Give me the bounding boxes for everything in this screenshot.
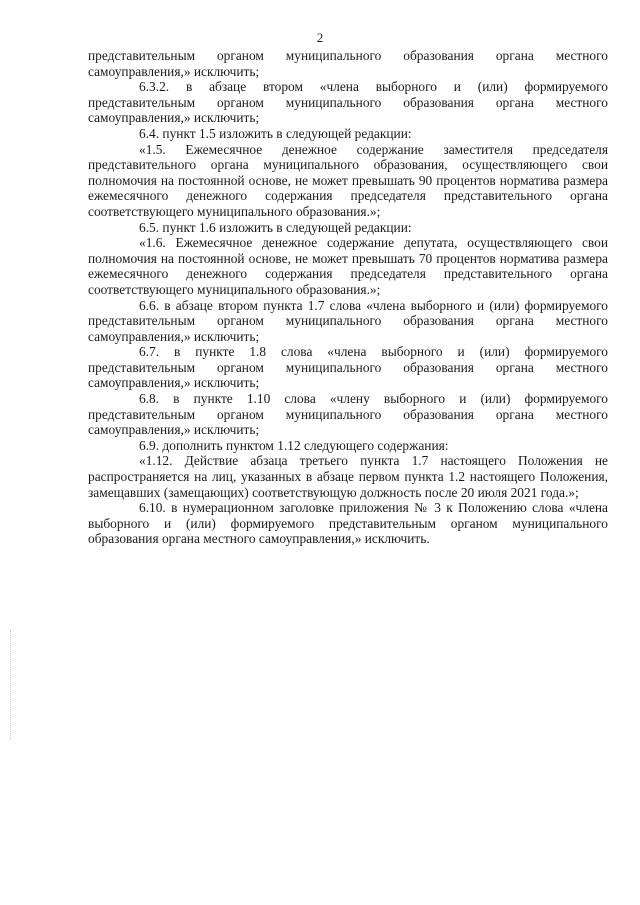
paragraph-6-6: 6.6. в абзаце втором пункта 1.7 слова «члена выборного и (или) формируемого представительным органом муниципального образования органа местного самоуправления,» исключить; [88,297,608,344]
paragraph-6-5: 6.5. пункт 1.6 изложить в следующей редакции: [139,219,412,235]
document-body [88,48,608,547]
paragraph-1-5-text: «1.5. Ежемесячное денежное содержание заместителя председателя представительного органа муниципального образования, осуществляющего свои полномочия на постоянной основе, не может превышать 90 процентов норматива размера ежемесячного денежного содержания председателя представительного органа соответствующего муниципального образования.»; [88,141,608,219]
paragraph-6-3-2: 6.3.2. в абзаце втором «члена выборного и (или) формируемого представительным органом муниципального образования органа местного самоуправления,» исключить; [88,79,608,126]
paragraph-continuation: представительным органом муниципального образования органа местного самоуправления,» исключить; [88,48,608,79]
paragraph-1-6-text: «1.6. Ежемесячное денежное содержание депутата, осуществляющего свои полномочия на постоянной основе, не может превышать 70 процентов норматива размера ежемесячного денежного содержания председателя представительного органа соответствующего муниципального образования.»; [88,235,608,297]
paragraph-6-7: 6.7. в пункте 1.8 слова «члена выборного и (или) формируемого представительным органом муниципального образования органа местного самоуправления,» исключить; [88,344,608,391]
paragraph-6-4: 6.4. пункт 1.5 изложить в следующей редакции: [139,125,412,141]
page-number: 2 [316,30,324,45]
paragraph-1-12-text: «1.12. Действие абзаца третьего пункта 1.7 настоящего Положения не распространяется на лиц, указанных в абзаце первом пункта 1.2 настоящего Положения, замещавших (замещающих) соответствующую должность после 20 июля 2021 года.»; [88,453,608,500]
paragraph-6-10: 6.10. в нумерационном заголовке приложения № 3 к Положению слова «члена выборного и (или) формируемого представительным органом муниципального образования органа местного самоуправления,» исключить. [88,500,608,547]
margin-scan-marks [10,630,12,740]
paragraph-6-9: 6.9. дополнить пунктом 1.12 следующего содержания: [139,437,449,453]
paragraph-6-8: 6.8. в пункте 1.10 слова «члену выборного и (или) формируемого представительным органом муниципального образования органа местного самоуправления,» исключить; [88,391,608,438]
